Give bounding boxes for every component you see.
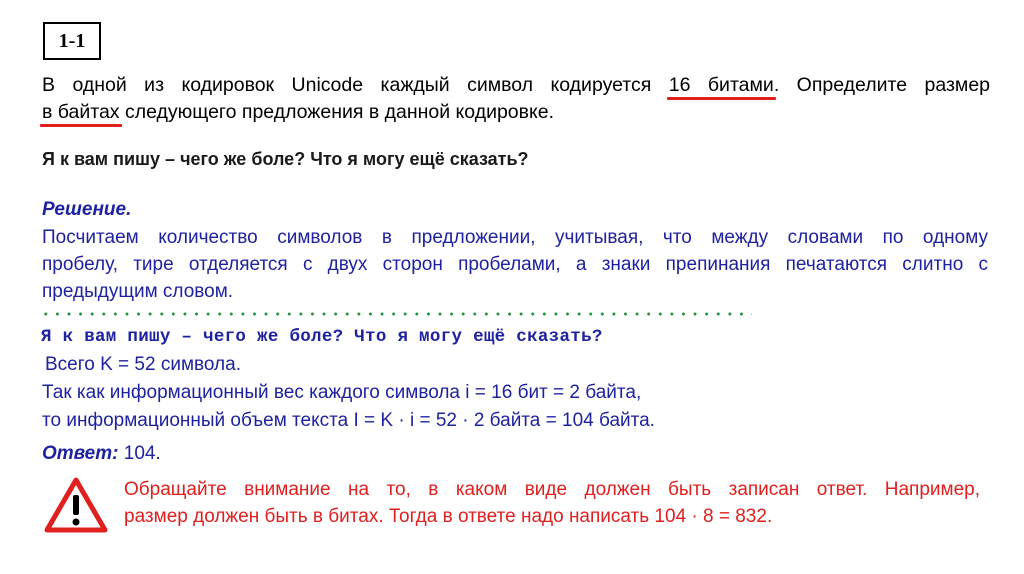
symbol-count: Всего K = 52 символа.	[45, 354, 241, 375]
answer-value: 104.	[118, 443, 161, 464]
problem-text-2b: следующего предложения в данной кодировке.	[119, 101, 555, 123]
warning-line-2: размер должен быть в битах. Тогда в ответе надо написать 104 · 8 = 832.	[124, 506, 773, 527]
problem-line-1	[42, 72, 990, 99]
solution-line-1: Посчитаем количество символов в предложении, учитывая, что между словами по одному	[42, 227, 988, 248]
problem-text-1b: . Определите размер	[773, 74, 991, 96]
text-volume-line: то информационный объем текста I = K · i = 52 · 2 байта = 104 байта.	[42, 410, 655, 431]
slide-number-label: 1-1	[58, 29, 86, 52]
problem-statement	[42, 72, 990, 126]
answer-line	[42, 443, 161, 465]
solution-heading: Решение.	[42, 199, 132, 220]
symbol-weight-line: Так как информационный вес каждого символа i = 16 бит = 2 байта,	[42, 382, 642, 403]
problem-text-1a: В одной из кодировок Unicode каждый символ кодируется	[42, 74, 669, 96]
quoted-sentence: Я к вам пишу – чего же боле? Что я могу ещё сказать?	[42, 149, 529, 169]
warning-triangle-icon	[44, 477, 108, 533]
solution-explanation	[42, 224, 988, 305]
slide-number-badge	[43, 22, 101, 60]
monospace-sentence: Я к вам пишу – чего же боле? Что я могу ещё сказать?	[41, 327, 603, 347]
dotted-separator	[40, 312, 752, 316]
problem-line-2	[42, 99, 990, 126]
solution-line-2: пробелу, тире отделяется с двух сторон пробелами, а знаки препинания печатаются слитно с	[42, 254, 988, 275]
solution-line-3: предыдущим словом.	[42, 281, 234, 302]
answer-label: Ответ:	[42, 443, 119, 464]
underlined-in-bytes: в байтах	[42, 101, 120, 123]
warning-line-1: Обращайте внимание на то, в каком виде должен быть записан ответ. Например,	[124, 479, 980, 500]
warning-note	[124, 476, 980, 530]
underlined-16-bits: 16 битами	[668, 74, 774, 96]
